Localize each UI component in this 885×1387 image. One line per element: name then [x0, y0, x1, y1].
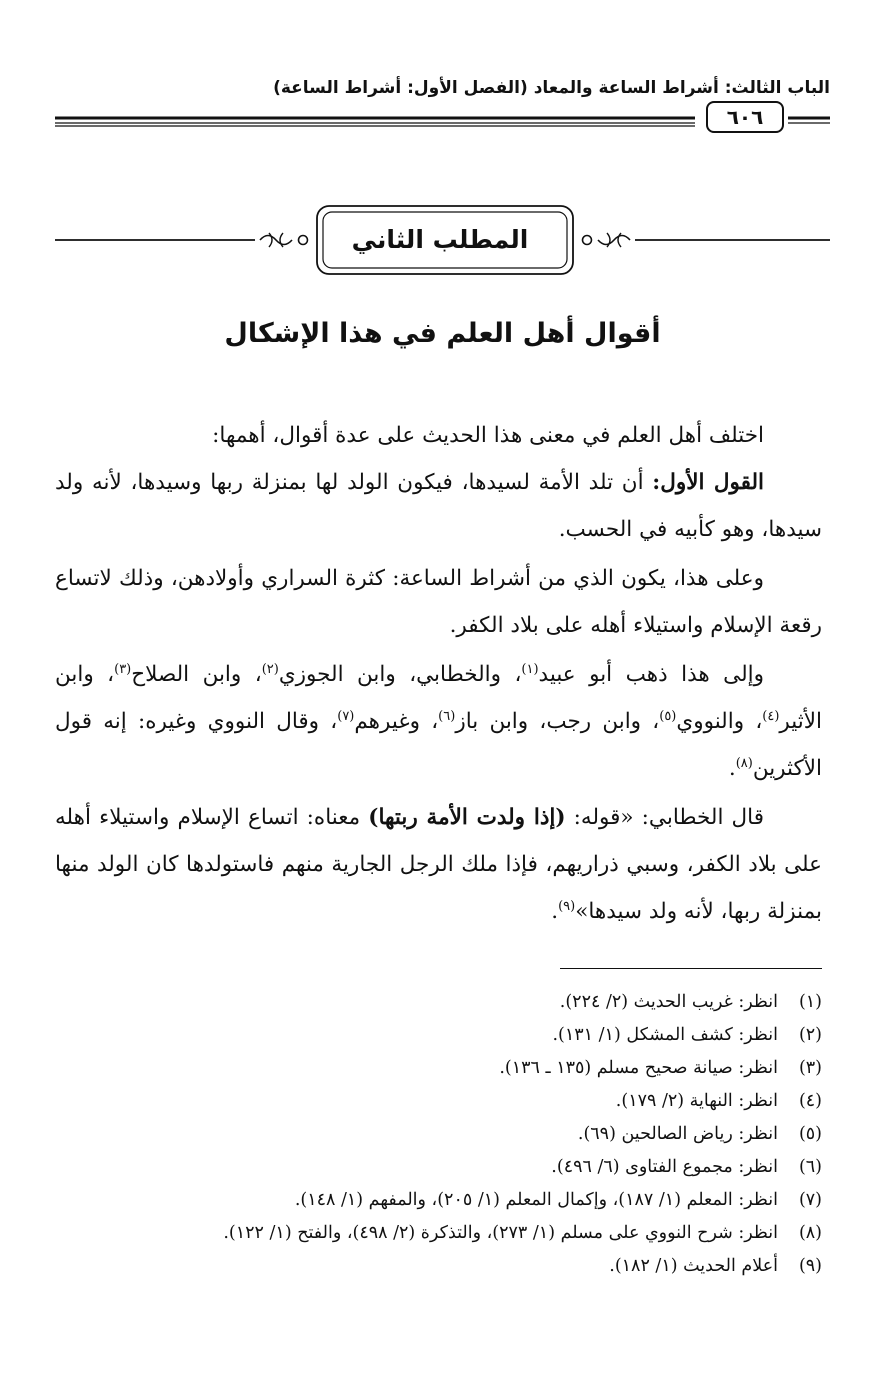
footnote-number: (٤) [798, 1091, 822, 1111]
footnote-ref[interactable]: (٧) [337, 708, 355, 724]
footnote-ref[interactable]: (٩) [558, 898, 576, 914]
footnote-text: انظر: مجموع الفتاوى (٦/ ٤٩٦). [551, 1157, 778, 1177]
footnote-text: انظر: صيانة صحيح مسلم (١٣٥ ـ ١٣٦). [499, 1058, 778, 1078]
footnote-divider [560, 968, 822, 969]
running-header: الباب الثالث: أشراط الساعة والمعاد (الفصل الأول: أشراط الساعة) [273, 78, 830, 98]
footnote [55, 1151, 822, 1184]
footnote-number: (٨) [798, 1223, 822, 1243]
footnote-text: انظر: غريب الحديث (٢/ ٢٢٤). [559, 992, 778, 1012]
footnote-number: (٦) [798, 1157, 822, 1177]
footnote-number: (٥) [798, 1124, 822, 1144]
footnote-text: انظر: شرح النووي على مسلم (١/ ٢٧٣)، والتذكرة (٢/ ٤٩٨)، والفتح (١/ ١٢٢). [223, 1223, 778, 1243]
footnote-text: انظر: النهاية (٢/ ١٧٩). [615, 1091, 778, 1111]
paragraph-scholars [55, 651, 822, 792]
text-segment: ، وابن رجب، وابن باز [455, 709, 660, 734]
paragraph-intro: اختلف أهل العلم في معنى هذا الحديث على عدة أقوال، أهمها: [212, 423, 764, 448]
footnote-number: (١) [798, 992, 822, 1012]
paragraph-khattabi-quote [55, 794, 822, 935]
footnote [55, 1085, 822, 1118]
footnote-text: انظر: المعلم (١/ ١٨٧)، وإكمال المعلم (١/ ٢٠٥)، والمفهم (١/ ١٤٨). [294, 1190, 778, 1210]
first-opinion-text: أن تلد الأمة لسيدها، فيكون الولد لها بمنزلة ربها وسيدها، لأنه ولد سيدها، وهو كأبيه في الحسب. [55, 470, 822, 542]
section-title: المطلب الثاني [351, 225, 529, 254]
first-opinion-label: القول الأول: [652, 470, 764, 495]
footnotes [55, 986, 822, 1283]
footnote-ref[interactable]: (٤) [762, 708, 780, 724]
footnote [55, 1184, 822, 1217]
body-text [55, 412, 822, 935]
footnote-ref[interactable]: (٥) [659, 708, 677, 724]
footnote-number: (٢) [798, 1025, 822, 1045]
text-segment: ، وقال النووي وغيره: إنه قول الأكثرين [55, 709, 822, 781]
footnote-ref[interactable]: (١) [521, 661, 539, 677]
paragraph-consequence: وعلى هذا، يكون الذي من أشراط الساعة: كثرة السراري وأولادهن، وذلك لاتساع رقعة الإسلام واستيلاء أهله على بلاد الكفر. [55, 566, 822, 638]
text-segment: ، والنووي [676, 709, 763, 734]
footnote-ref[interactable]: (٨) [735, 755, 753, 771]
footnote-number: (٣) [798, 1058, 822, 1078]
text-segment: معناه: اتساع الإسلام واستيلاء أهله على بلاد الكفر، وسبي ذراريهم، فإذا ملك الرجل الجارية منهم فاستولدها كان الولد منها بمنزلة ربها، لأنه ولد سيدها» [55, 805, 822, 924]
footnote [55, 1250, 822, 1283]
footnote-text: انظر: كشف المشكل (١/ ١٣١). [552, 1025, 778, 1045]
footnote [55, 986, 822, 1019]
page-number: ٦٠٦ [706, 101, 784, 133]
footnote [55, 1019, 822, 1052]
text-segment: ، وابن الأثير [55, 662, 822, 734]
footnote-ref[interactable]: (٦) [438, 708, 456, 724]
footnote-text: أعلام الحديث (١/ ١٨٢). [609, 1256, 778, 1276]
footnote [55, 1217, 822, 1250]
footnote-number: (٩) [798, 1256, 822, 1276]
footnote [55, 1118, 822, 1151]
text-segment: ، وابن الصلاح [131, 662, 262, 687]
hadith-quote: (إذا ولدت الأمة ربتها) [368, 805, 566, 830]
footnote-text: انظر: رياض الصالحين (٦٩). [577, 1124, 778, 1144]
paragraph-first-opinion [55, 459, 822, 553]
text-segment: ، وغيرهم [354, 709, 439, 734]
footnote-ref[interactable]: (٢) [261, 661, 279, 677]
text-segment: . [728, 756, 736, 781]
footnote-ref[interactable]: (٣) [114, 661, 132, 677]
text-segment: ، والخطابي، وابن الجوزي [278, 662, 522, 687]
text-segment: وإلى هذا ذهب أبو عبيد [538, 662, 764, 687]
footnote-number: (٧) [798, 1190, 822, 1210]
footnote [55, 1052, 822, 1085]
section-subtitle: أقوال أهل العلم في هذا الإشكال [224, 318, 661, 349]
text-segment: قال الخطابي: «قوله: [565, 805, 764, 830]
text-segment: . [551, 899, 559, 924]
